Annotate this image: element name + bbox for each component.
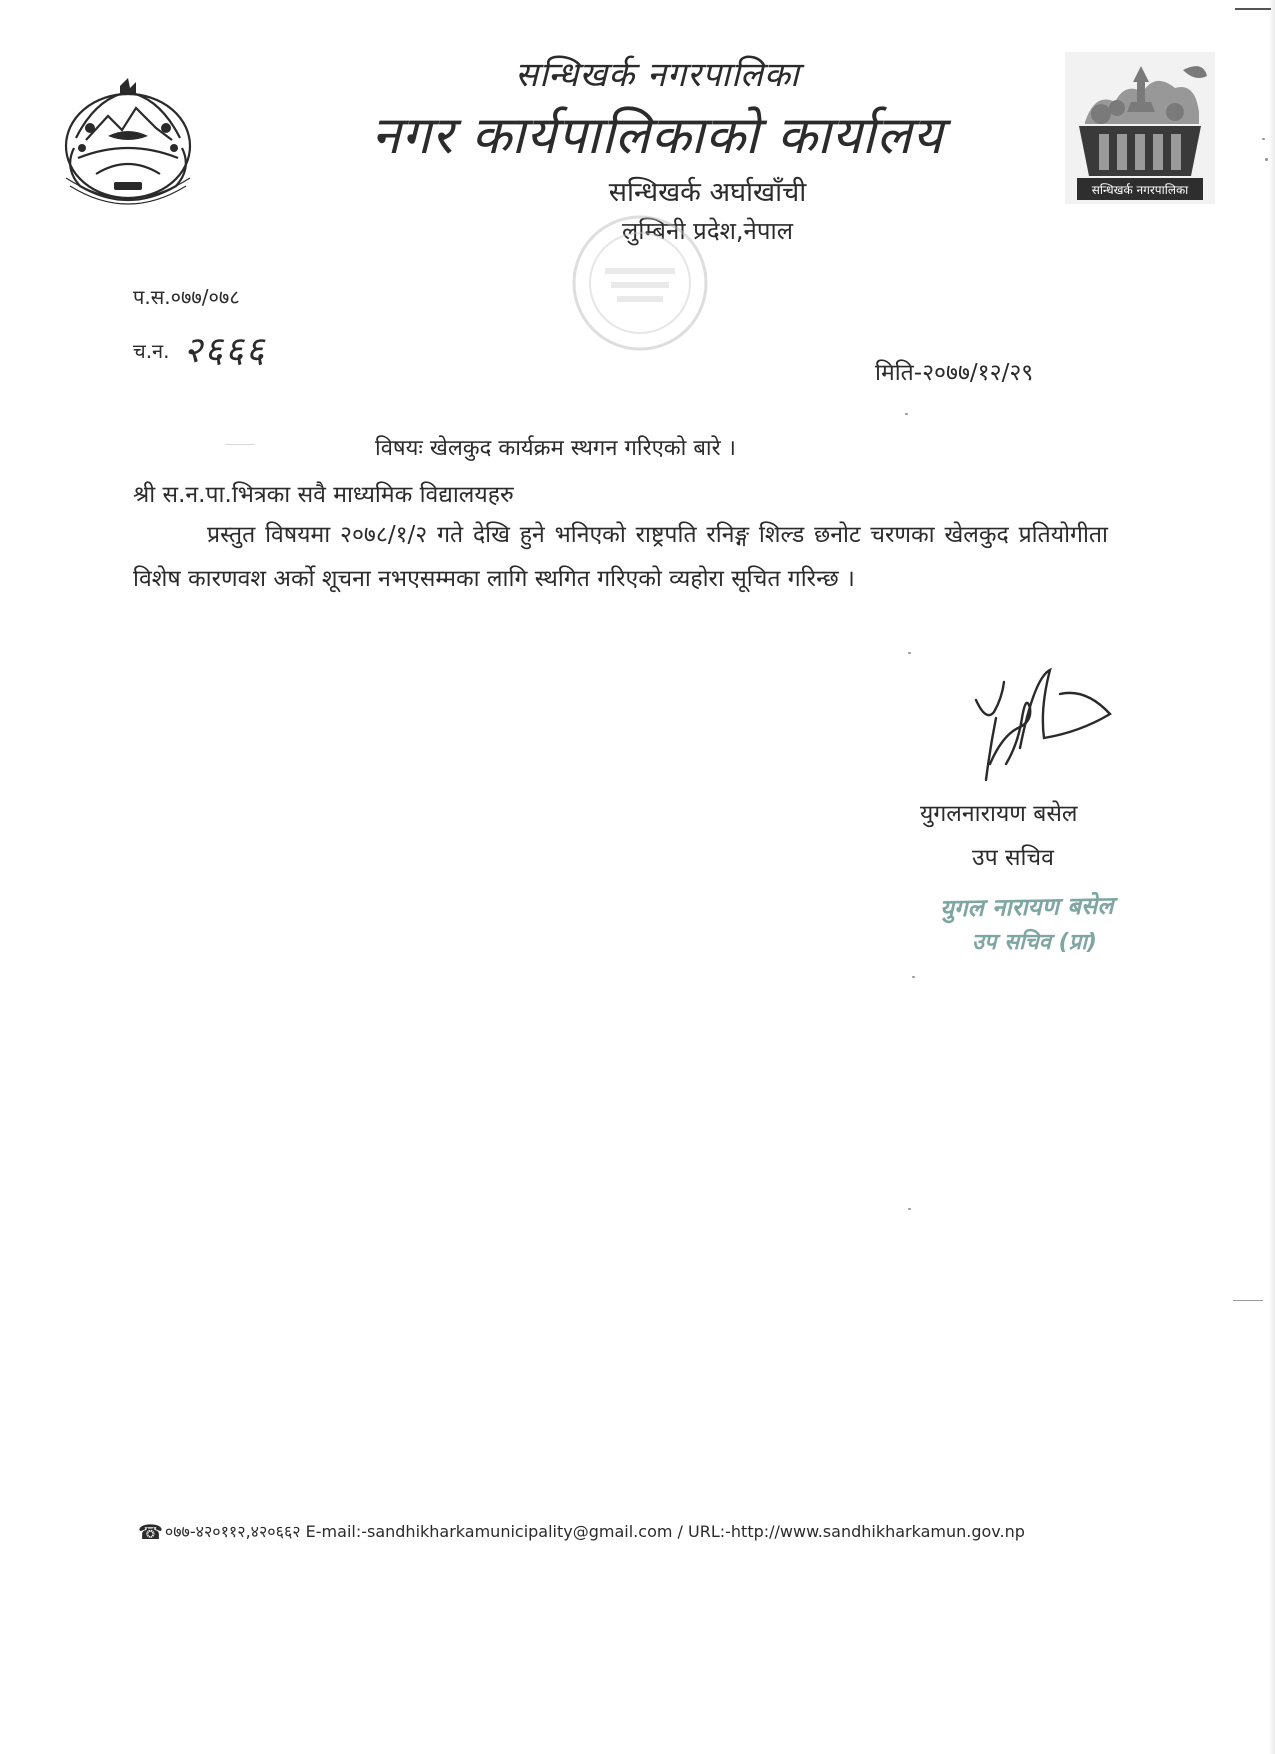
footer-contact [138,1520,1025,1544]
letter-date: मिति-२०७७/१२/२९ [875,360,1034,386]
footer-contact-text: ०७७-४२०११२,४२०६६२ E-mail:-sandhikharkamunicipality@gmail.com / URL:-http://www.sandhikharkamun.gov.np [164,1522,1025,1541]
signature [960,668,1120,788]
office-title: नगर कार्यपालिकाको कार्यालय [371,106,944,166]
logo-caption: सन्धिखर्क नगरपालिका [1091,183,1189,197]
scan-edge [1269,0,1275,1754]
scan-dust [912,976,915,978]
letter-subject: विषयः खेलकुद कार्यक्रम स्थगन गरिएको बारे । [375,436,736,461]
office-address: सन्धिखर्क अर्घाखाँची [608,177,807,208]
municipality-name: सन्धिखर्क नगरपालिका [515,55,800,95]
corner-mark [1235,8,1271,10]
scan-dust [908,652,911,654]
scan-dust [908,1208,911,1210]
signatory-title: उप सचिव [972,845,1054,871]
letter-body: प्रस्तुत विषयमा २०७८/१/२ गते देखि हुने भनिएको राष्ट्रपति रनिङ्ग शिल्ड छनोट चरणका खेलकुद प्रतियोगीता विशेष कारणवश अर्को शूचना नभएसम्मका लागि स्थगित गरिएको व्यहोरा सूचित गरिन्छ । [133,522,1108,592]
municipality-logo-icon [1065,52,1215,204]
dispatch-prefix: च.न. [133,339,170,363]
scan-dust [1262,138,1265,140]
dispatch-number-handwritten: २६६६ [183,330,267,371]
scan-dust [905,413,908,415]
stamp-signatory-name: युगल नारायण बसेल [939,891,1114,923]
scan-dust [225,444,255,445]
scan-dust [1265,158,1268,161]
telephone-icon: ☎ [138,1520,163,1544]
margin-tick [1233,1300,1263,1301]
signatory-name: युगलनारायण बसेल [920,801,1078,827]
letter-recipient: श्री स.न.पा.भित्रका सवै माध्यमिक विद्यालयहरु [133,482,514,508]
faint-office-stamp [565,208,715,358]
dispatch-reference [133,320,266,369]
stamp-signatory-title: उप सचिव (प्रा) [972,930,1097,955]
fiscal-year-reference: प.स.०७७/०७८ [133,285,240,309]
office-province: लुम्बिनी प्रदेश,नेपाल [622,217,793,245]
